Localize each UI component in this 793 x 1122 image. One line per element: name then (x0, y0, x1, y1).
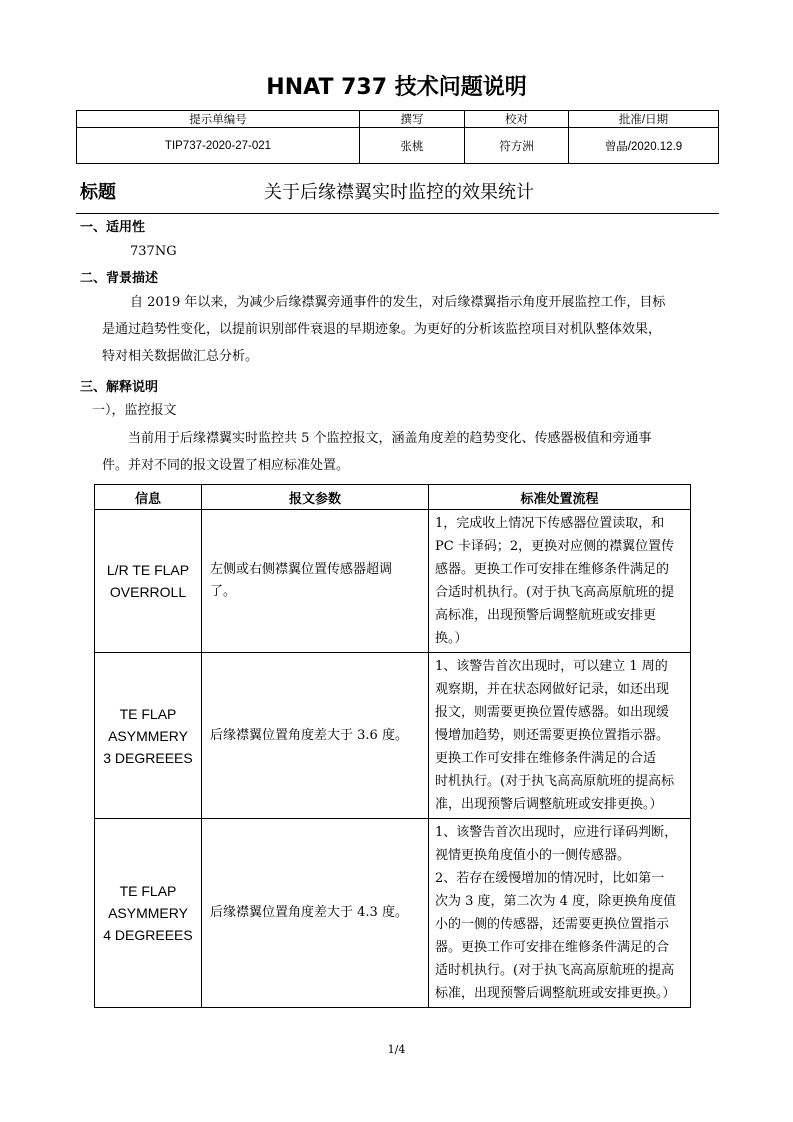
proc-line: 高标准，出现预警后调整航班或安排更 (435, 608, 657, 623)
meta-approval: 曾晶/2020.12.9 (569, 128, 719, 164)
proc-line: 时机执行。(对于执飞高高原航班的提高标 (435, 774, 675, 789)
page-number: 1/4 (387, 1043, 406, 1056)
section-applicability-heading: 一、适用性 (80, 220, 146, 235)
proc-line: 换。） (435, 631, 468, 646)
table-row (95, 819, 691, 1008)
proc-line: 视情更换角度值小的一侧传感器。 (435, 848, 631, 863)
proc-line: 标准，出现预警后调整航班或安排更换。） (435, 986, 676, 1001)
background-line-3: 特对相关数据做汇总分析。 (102, 349, 259, 364)
proc-line: 适时机执行。(对于执飞高高原航班的提高 (435, 963, 675, 978)
info-line: TE FLAP (119, 705, 177, 722)
row-procedure (429, 510, 691, 653)
param-line: 了。 (210, 584, 237, 599)
meta-header-tip-number: 提示单编号 (77, 111, 360, 128)
proc-line: 慢增加趋势，则还需要更换位置指示器。 (435, 728, 670, 743)
info-line: ASYMMERY (108, 727, 188, 744)
param-line: 后缘襟翼位置角度差大于 4.3 度。 (210, 905, 408, 920)
proc-line: 合适时机执行。(对于执飞高高原航班的提 (435, 585, 675, 600)
info-line: 4 DEGREEES (103, 927, 193, 943)
proc-line: 2、若存在缓慢增加的情况时，比如第一 (435, 871, 665, 886)
meta-author: 张桃 (360, 128, 465, 164)
proc-line: 器。更换工作可安排在维修条件满足的合 (435, 940, 670, 955)
row-info (95, 510, 202, 653)
header-info: 信息 (95, 485, 202, 510)
meta-tip-number: TIP737-2020-27-021 (77, 128, 360, 164)
meta-proofreader: 符方洲 (465, 128, 569, 164)
info-line: OVERROLL (109, 584, 187, 600)
row-procedure (429, 819, 691, 1008)
meta-header-author: 撰写 (360, 111, 465, 128)
proc-line: 1、该警告首次出现时，应进行译码判断， (435, 825, 678, 840)
section-applicability-text: 737NG (130, 244, 177, 259)
background-line-1: 自 2019 年以来，为减少后缘襟翼旁通事件的发生，对后缘襟翼指示角度开展监控工作，目标 (130, 295, 666, 310)
proc-line: 小的一侧的传感器，还需要更换位置指示 (435, 917, 670, 932)
table-row (95, 510, 691, 653)
meta-value-row (77, 128, 719, 164)
param-line: 左侧或右侧襟翼位置传感器超调 (210, 562, 393, 577)
section-background-heading: 二、背景描述 (80, 271, 159, 286)
meta-header-row (77, 111, 719, 128)
monitoring-table-header (95, 485, 691, 510)
table-row (95, 653, 691, 819)
proc-line: 次为 3 度，第二次为 4 度，除更换角度值 (435, 894, 677, 909)
meta-header-approval: 批准/日期 (569, 111, 719, 128)
subject-divider (76, 213, 719, 214)
info-line: 3 DEGREEES (103, 749, 193, 766)
proc-line: 准，出现预警后调整航班或安排更换。） (435, 797, 663, 812)
proc-line: 1，完成收上情况下传感器位置读取，和 (435, 516, 665, 531)
meta-header-proofreader: 校对 (465, 111, 569, 128)
param-line: 后缘襟翼位置角度差大于 3.6 度。 (210, 727, 408, 743)
subject-text: 关于后缘襟翼实时监控的效果统计 (264, 182, 534, 203)
proc-line: 感器。更换工作可安排在维修条件满足的 (435, 562, 670, 577)
document-title: HNAT 737 技术问题说明 (266, 75, 527, 100)
row-info (95, 819, 202, 1008)
row-param (202, 819, 429, 1008)
row-param (202, 653, 429, 819)
section-explanation-heading: 三、解释说明 (80, 380, 159, 395)
row-procedure (429, 653, 691, 819)
proc-line: 报文，则需要更换位置传感器。如出现缓 (435, 705, 670, 720)
proc-line: 1、该警告首次出现时，可以建立 1 周的 (435, 659, 668, 674)
explanation-line-1: 当前用于后缘襟翼实时监控共 5 个监控报文，涵盖角度差的趋势变化、传感器极值和旁通事 (128, 431, 652, 446)
header-param: 报文参数 (202, 485, 429, 510)
info-line: TE FLAP (119, 883, 177, 899)
explanation-line-2: 件。并对不同的报文设置了相应标准处置。 (102, 458, 350, 473)
info-line: L/R TE FLAP (106, 562, 190, 578)
meta-table (76, 110, 719, 164)
proc-line: 观察期，并在状态网做好记录，如还出现 (435, 682, 670, 697)
subject-label: 标题 (80, 182, 116, 203)
background-line-2: 是通过趋势性变化，以提前识别部件衰退的早期迹象。为更好的分析该监控项目对机队整体效果， (102, 322, 662, 337)
proc-line: PC 卡译码；2，更换对应侧的襟翼位置传 (435, 539, 675, 554)
row-info (95, 653, 202, 819)
explanation-subheading: 一），监控报文 (92, 403, 177, 418)
info-line: ASYMMERY (108, 905, 188, 921)
proc-line: 更换工作可安排在维修条件满足的合适 (435, 751, 657, 766)
monitoring-table (94, 484, 691, 1008)
header-procedure: 标准处置流程 (429, 485, 691, 510)
row-param (202, 510, 429, 653)
